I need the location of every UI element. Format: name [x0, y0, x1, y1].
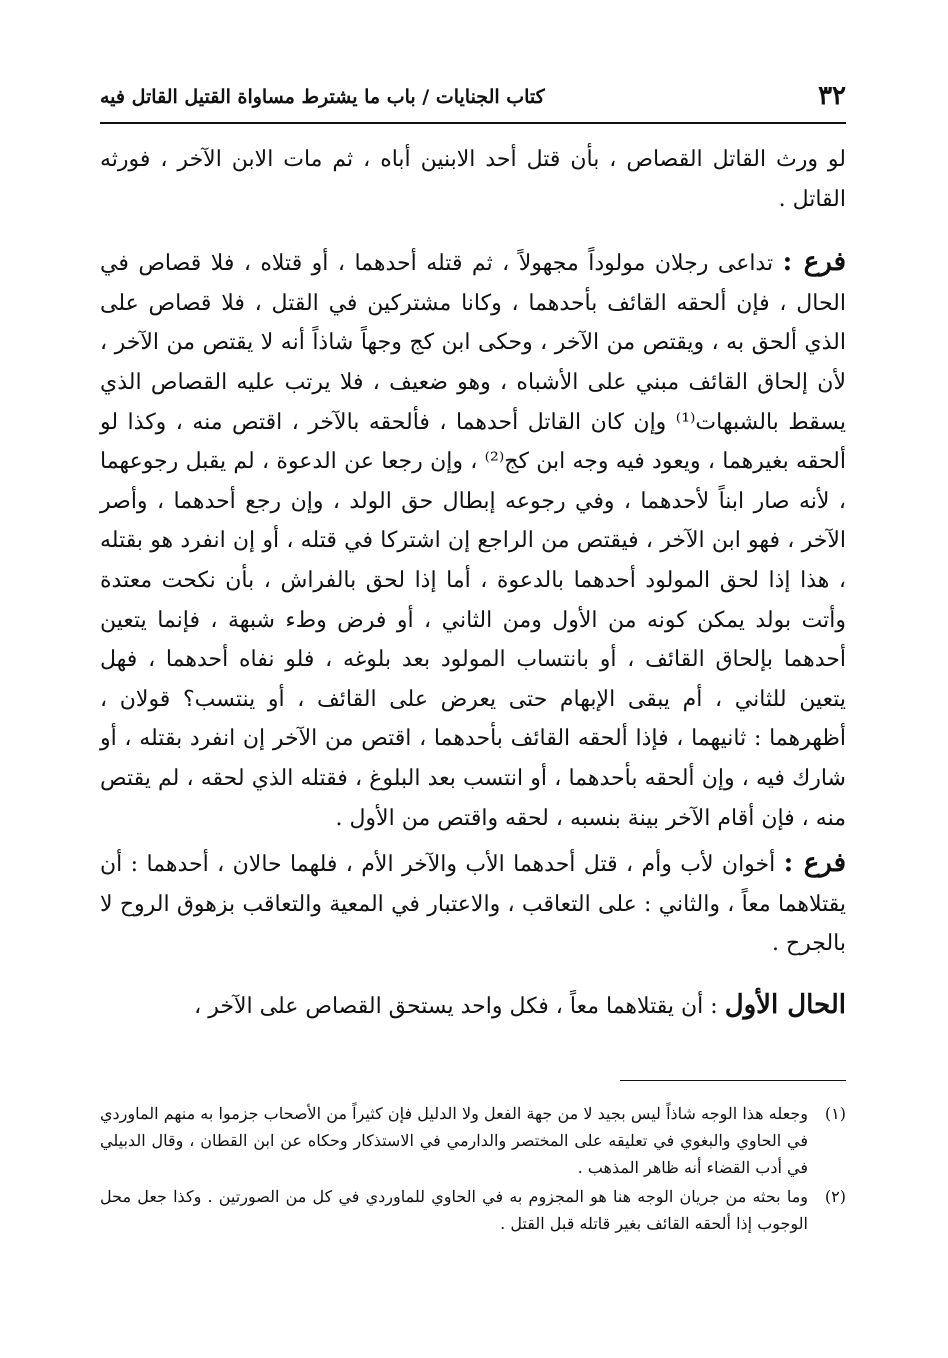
paragraph-far-2 — [100, 844, 846, 964]
footnote-separator — [620, 1080, 846, 1081]
running-title: كتاب الجنايات / باب ما يشترط مساواة القتيل القاتل فيه — [100, 86, 545, 108]
paragraph-first-case — [100, 986, 846, 1027]
paragraph-text: لو ورث القاتل القصاص ، بأن قتل أحد الابنين أباه ، ثم مات الابن الآخر ، فورثه القاتل . — [100, 147, 846, 212]
paragraph-far-1 — [100, 243, 846, 838]
footnote-text: وجعله هذا الوجه شاذاً ليس بجيد لا من جهة الفعل ولا الدليل فإن كثيراً من الأصحاب جزموا به منهم الماوردي في الحاوي والبغوي في تعليقه على المختصر والدارمي في الاستذكار وحكاه عن ابن القطان ، وقال الدبيلي في أدب القضاء أنه ظاهر المذهب . — [100, 1104, 808, 1177]
page-number: ٣٢ — [818, 81, 846, 111]
main-text — [100, 140, 846, 1026]
section-lead: فرع : — [783, 848, 846, 879]
footnote-text: وما بحثه من جريان الوجه هنا هو المجزوم به في الحاوي للماوردي في كل من الصورتين . وكذا جعل محل الوجوب إذا ألحقه القائف بغير قاتله قبل القتل . — [100, 1187, 808, 1233]
paragraph-text: : أن يقتلاهما معاً ، فكل واحد يستحق القصاص على الآخر ، — [194, 993, 725, 1019]
paragraph — [100, 140, 846, 219]
paragraph-text: تداعى رجلان مولوداً مجهولاً ، ثم قتله أحدهما ، أو قتلاه ، فلا قصاص في الحال ، فإن ألحقه القائف بأحدهما ، وكانا مشتركين في القتل ، فلا قصاص على الذي ألحق به ، ويقتص من الآخر ، وحكى ابن كج وجهاً شاذاً أنه لا يقتص من الآخر ، لأن إلحاق القائف مبني على الأشباه ، وهو ضعيف ، فلا يرتب عليه القصاص الذي يسقط بالشبهات⁽¹⁾ وإن كان القاتل أحدهما ، فألحقه بالآخر ، اقتص منه ، وكذا لو ألحقه بغيرهما ، ويعود فيه وجه ابن كج⁽²⁾ ، وإن رجعا عن الدعوة ، لم يقبل رجوعهما ، لأنه صار ابناً لأحدهما ، وفي رجوعه إبطال حق الولد ، وإن رجع أحدهما ، وأصر الآخر ، فهو ابن الآخر ، فيقتص من الراجع إن اشتركا في قتله ، أو إن انفرد هو بقتله ، هذا إذا لحق المولود أحدهما بالدعوة ، أما إذا لحق بالفراش ، بأن نكحت معتدة وأتت بولد يمكن كونه من الأول ومن الثاني ، أو فرض وطء شبهة ، فإنما يتعين أحدهما بإلحاق القائف ، أو بانتساب المولود بعد بلوغه ، فلو نفاه أحدهما ، فهل يتعين للثاني ، أم يبقى الإبهام حتى يعرض على القائف ، أو ينتسب؟ قولان ، أظهرهما : ثانيهما ، فإذا ألحقه القائف بأحدهما ، اقتص من الآخر إن انفرد بقتله ، أو شارك فيه ، وإن ألحقه بأحدهما ، أو انتسب بعد البلوغ ، فقتله الذي لحقه ، لم يقتص منه ، فإن أقام الآخر بينة بنسبه ، لحقه واقتص من الأول . — [100, 251, 847, 831]
header-rule — [100, 122, 846, 124]
footnote-marker: (٢) — [824, 1187, 846, 1206]
page-header — [100, 78, 846, 118]
footnotes — [100, 1100, 846, 1239]
section-lead: فرع : — [782, 247, 846, 278]
footnote-2 — [100, 1183, 846, 1237]
paragraph-text: أخوان لأب وأم ، قتل أحدهما الأب والآخر الأم ، فلهما حالان ، أحدهما : أن يقتلاهما معاً ، والثاني : على التعاقب ، والاعتبار في المعية والتعاقب بزهوق الروح لا بالجرح . — [100, 852, 846, 957]
footnote-marker: (١) — [824, 1104, 846, 1123]
section-lead: الحال الأول — [724, 989, 846, 1020]
footnote-1 — [100, 1100, 846, 1181]
